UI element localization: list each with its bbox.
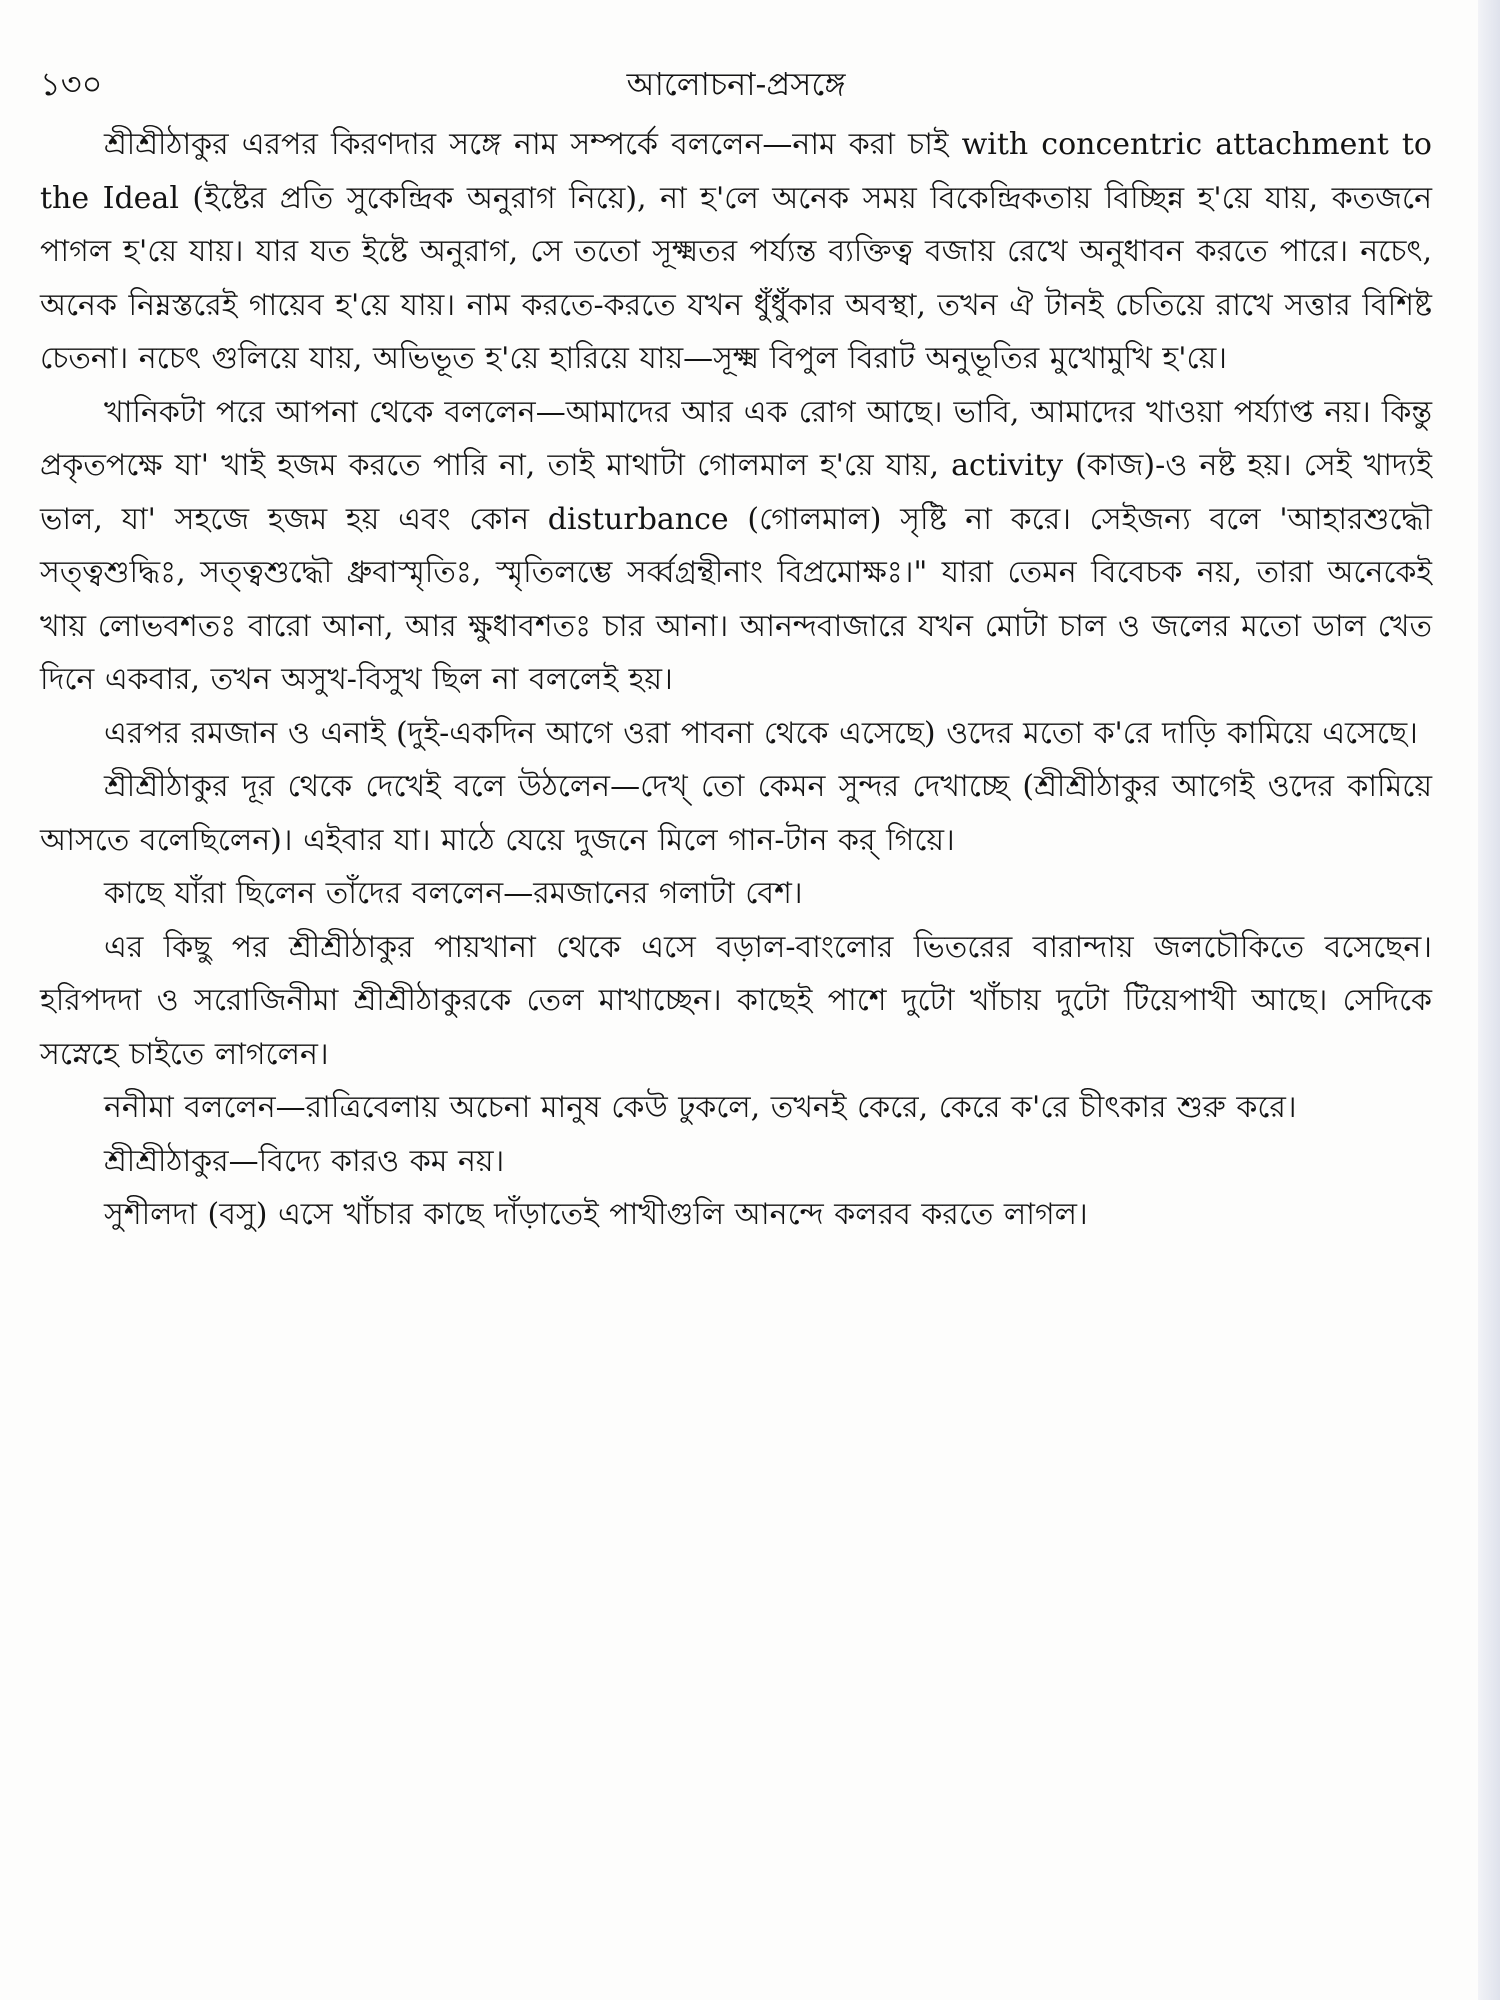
paragraph-5: কাছে যাঁরা ছিলেন তাঁদের বললেন—রমজানের গলাটা বেশ। xyxy=(104,876,803,911)
running-title: আলোচনা-প্রসঙ্গে xyxy=(626,65,846,103)
body-text xyxy=(40,118,1432,1242)
paragraph-8: শ্রীশ্রীঠাকুর—বিদ্যে কারও কম নয়। xyxy=(104,1143,505,1179)
page-number: ১৩০ xyxy=(40,65,103,103)
paragraph-4: শ্রীশ্রীঠাকুর দূর থেকে দেখেই বলে উঠলেন—দেখ্ তো কেমন সুন্দর দেখাচ্ছে (শ্রীশ্রীঠাকুর আগেই ওদের কামিয়ে আসতে বলেছিলেন)। এইবার যা। মাঠে যেয়ে দুজনে মিলে গান-টান কর্ গিয়ে। xyxy=(40,769,1432,858)
paragraph-6: এর কিছু পর শ্রীশ্রীঠাকুর পায়খানা থেকে এসে বড়াল-বাংলোর ভিতরের বারান্দায় জলচৌকিতে বসেছেন। হরিপদদা ও সরোজিনীমা শ্রীশ্রীঠাকুরকে তেল মাখাচ্ছেন। কাছেই পাশে দুটো খাঁচায় দুটো টিয়েপাখী আছে। সেদিকে সস্নেহে চাইতে লাগলেন। xyxy=(40,929,1432,1072)
paragraph-2: খানিকটা পরে আপনা থেকে বললেন—আমাদের আর এক রোগ আছে। ভাবি, আমাদের খাওয়া পর্য্যাপ্ত নয়। কিন্তু প্রকৃতপক্ষে যা' খাই হজম করতে পারি না, তাই মাথাটা গোলমাল হ'য়ে যায়, activity (কাজ)-ও নষ্ট হয়। সেই খাদ্যই ভাল, যা' সহজে হজম হয় এবং কোন disturbance (গোলমাল) সৃষ্টি না করে। সেইজন্য বলে 'আহারশুদ্ধৌ সত্ত্বশুদ্ধিঃ, সত্ত্বশুদ্ধৌ ধ্রুবাস্মৃতিঃ, স্মৃতিলম্ভে সর্ব্বগ্রন্থীনাং বিপ্রমোক্ষঃ।" যারা তেমন বিবেচক নয়, তারা অনেকেই খায় লোভবশতঃ বারো আনা, আর ক্ষুধাবশতঃ চার আনা। আনন্দবাজারে যখন মোটা চাল ও জলের মতো ডাল খেত দিনে একবার, তখন অসুখ-বিসুখ ছিল না বললেই হয়। xyxy=(40,394,1432,697)
page-header xyxy=(40,58,1432,110)
paragraph-7: ননীমা বললেন—রাত্রিবেলায় অচেনা মানুষ কেউ ঢুকলে, তখনই কেরে, কেরে ক'রে চীৎকার শুরু করে। xyxy=(104,1090,1297,1125)
paragraph-3: এরপর রমজান ও এনাই (দুই-একদিন আগে ওরা পাবনা থেকে এসেছে) ওদের মতো ক'রে দাড়ি কামিয়ে এসেছে। xyxy=(104,715,1418,751)
paragraph-1: শ্রীশ্রীঠাকুর এরপর কিরণদার সঙ্গে নাম সম্পর্কে বললেন—নাম করা চাই with concentric attachment to the Ideal (ইষ্টের প্রতি সুকেন্দ্রিক অনুরাগ নিয়ে), না হ'লে অনেক সময় বিকেন্দ্রিকতায় বিচ্ছিন্ন হ'য়ে যায়, কতজনে পাগল হ'য়ে যায়। যার যত ইষ্টে অনুরাগ, সে ততো সূক্ষ্মতর পর্য্যন্ত ব্যক্তিত্ব বজায় রেখে অনুধাবন করতে পারে। নচেৎ, অনেক নিম্নস্তরেই গায়েব হ'য়ে যায়। নাম করতে-করতে যখন ধুঁধুঁকার অবস্থা, তখন ঐ টানই চেতিয়ে রাখে সত্তার বিশিষ্ট চেতনা। নচেৎ গুলিয়ে যায়, অভিভূত হ'য়ে হারিয়ে যায়—সূক্ষ্ম বিপুল বিরাট অনুভূতির মুখোমুখি হ'য়ে। xyxy=(40,127,1432,376)
paragraph-9: সুশীলদা (বসু) এসে খাঁচার কাছে দাঁড়াতেই পাখীগুলি আনন্দে কলরব করতে লাগল। xyxy=(104,1197,1088,1232)
page-edge-shadow xyxy=(1478,0,1500,2000)
